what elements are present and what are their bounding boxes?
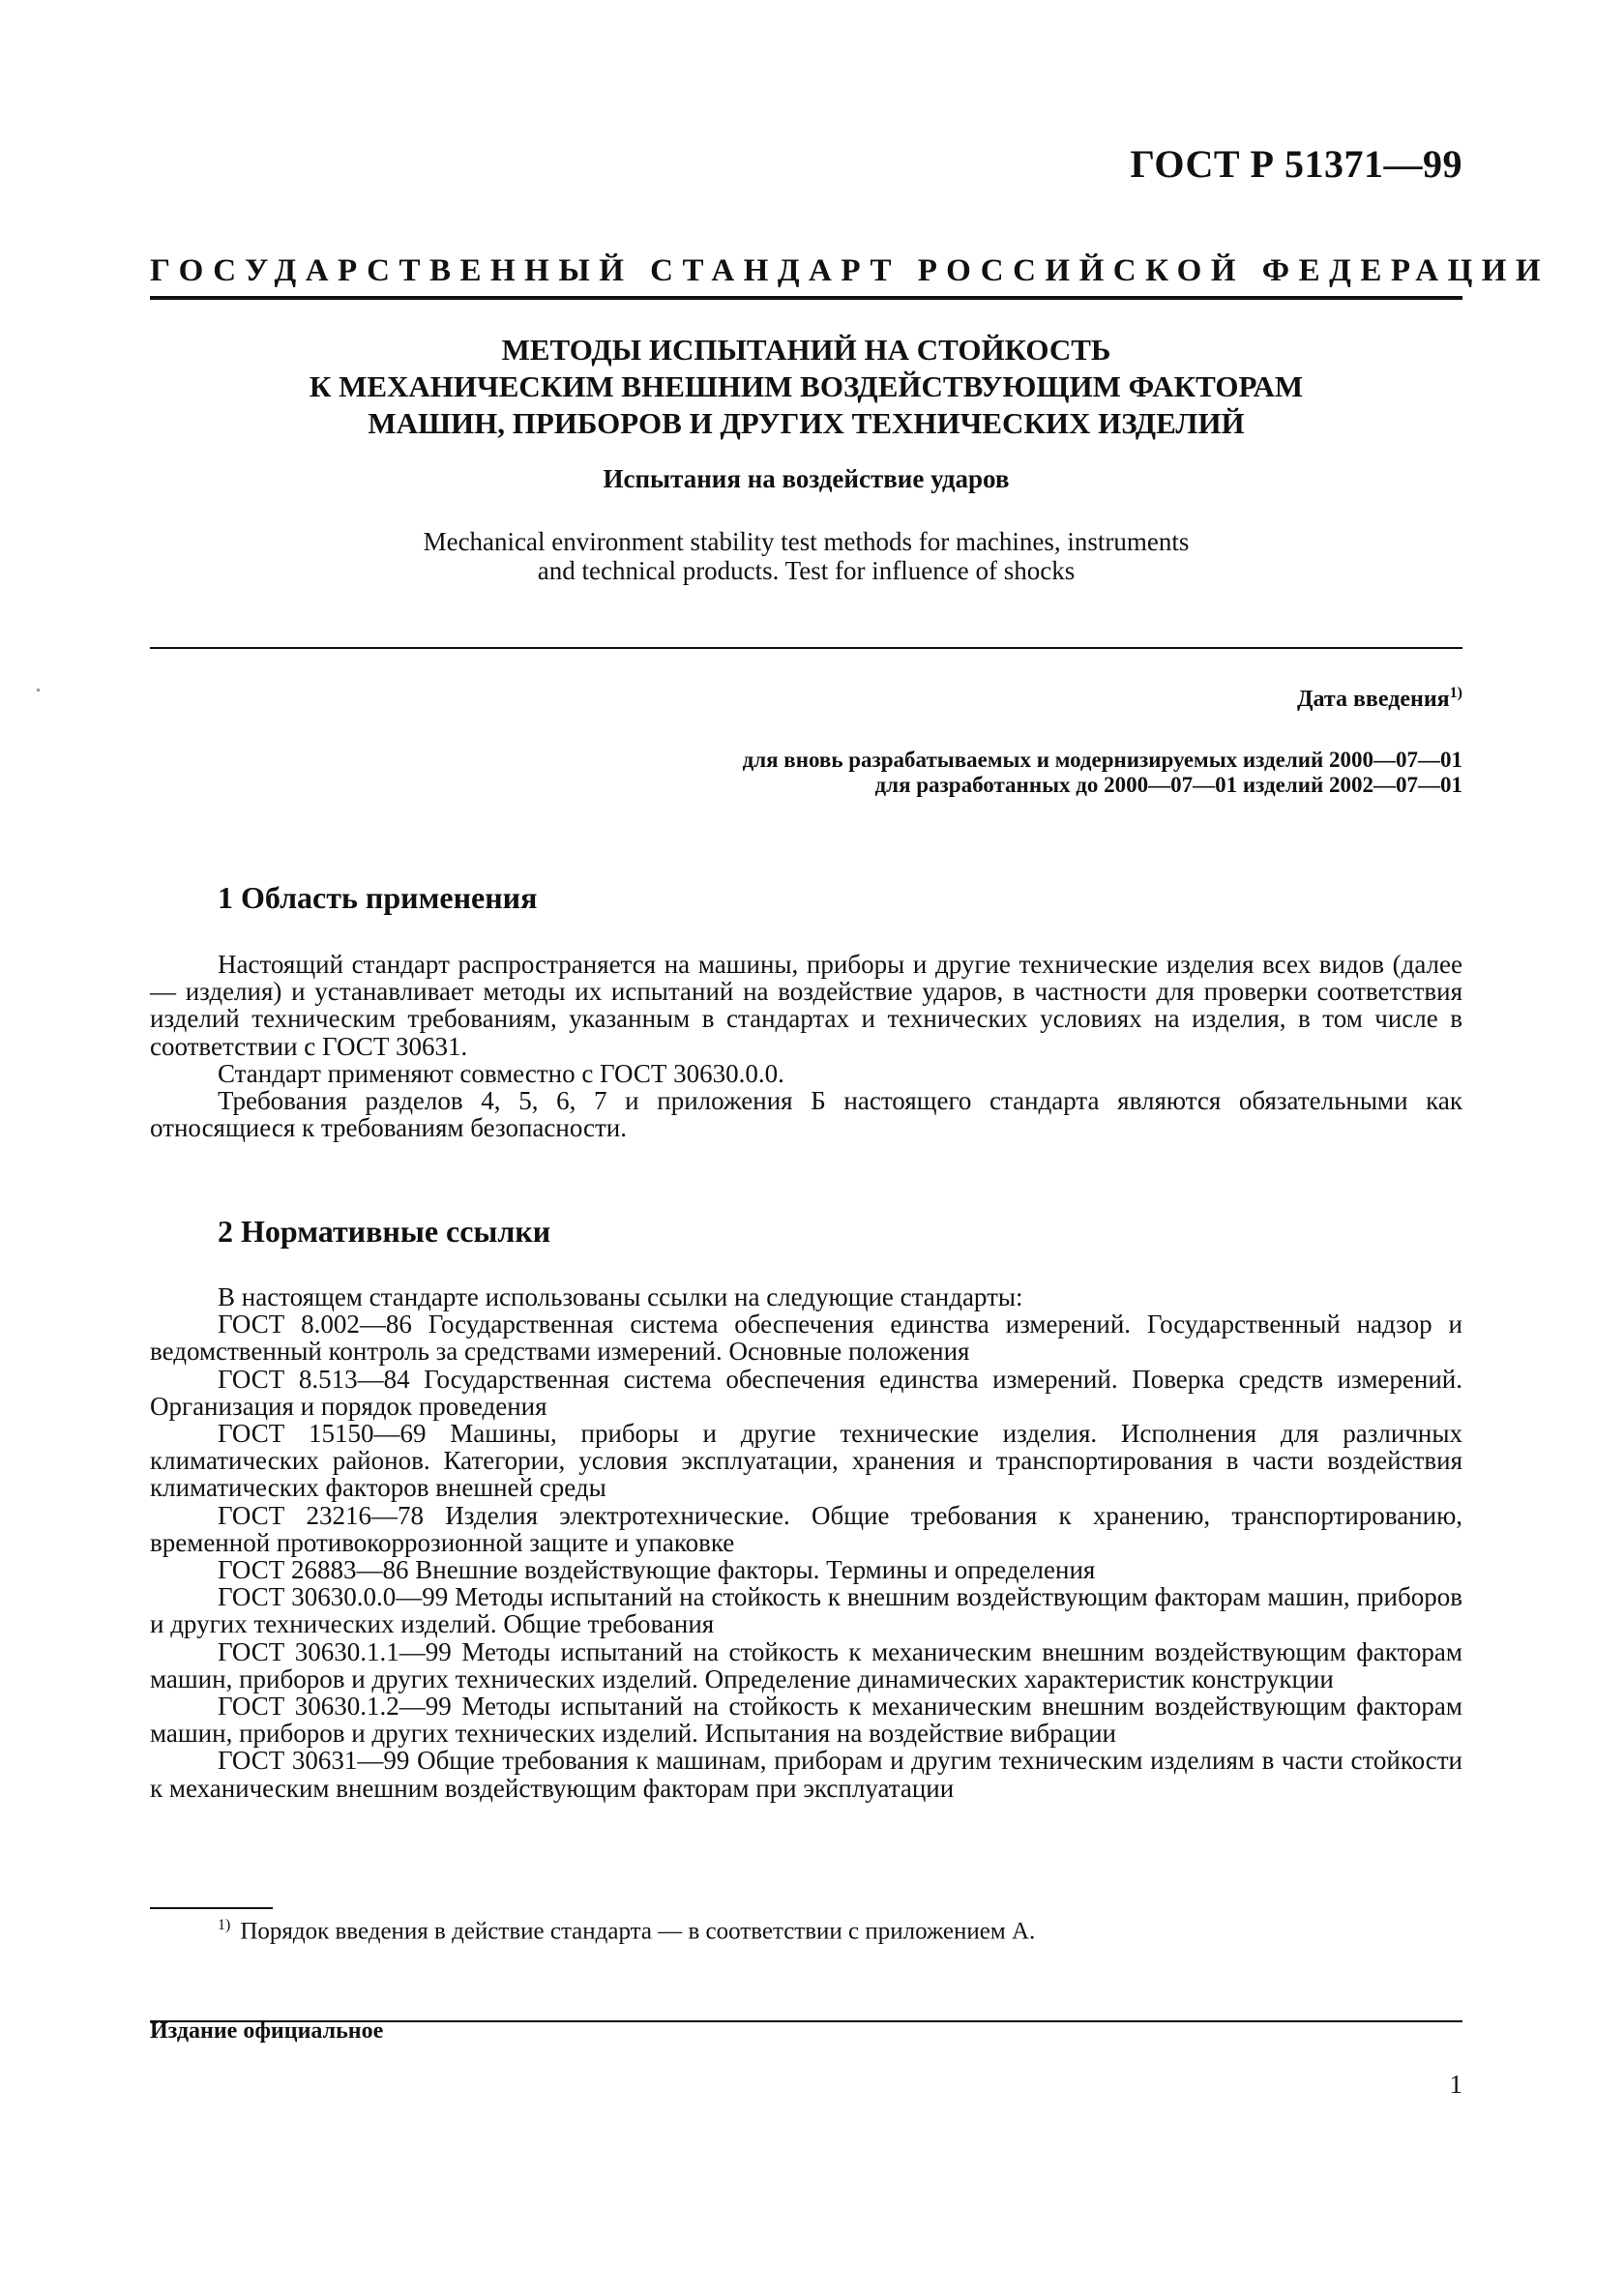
document-code: ГОСТ Р 51371—99 [1130, 142, 1462, 186]
footnote-mark: 1) [218, 1917, 231, 1933]
edition-label: Издание официальное [150, 2018, 384, 2044]
section-1-heading: 1 Область применения [218, 880, 538, 915]
title-line: К МЕХАНИЧЕСКИМ ВНЕШНИМ ВОЗДЕЙСТВУЮЩИМ ФАКТОРАМ [309, 369, 1304, 403]
page-number: 1 [1449, 2070, 1462, 2099]
scan-artifact [37, 689, 40, 692]
document-title [150, 332, 1462, 442]
footnote-text: Порядок введения в действие стандарта — в соответствии с приложением А. [240, 1918, 1036, 1945]
english-title [150, 527, 1462, 585]
document-subtitle: Испытания на воздействие ударов [603, 464, 1010, 493]
english-title-line: Mechanical environment stability test methods for machines, instruments [423, 527, 1190, 556]
standard-banner: ГОСУДАРСТВЕННЫЙ СТАНДАРТ РОССИЙСКОЙ ФЕДЕРАЦИИ [150, 253, 1550, 288]
reference-item: ГОСТ 30630.1.1—99 Методы испытаний на стойкость к механическим внешним воздействующим факторам машин, приборов и других технических изделий. Определение динамических характеристик конструкции [150, 1636, 1462, 1693]
title-rule [150, 647, 1462, 649]
section-1-body [150, 951, 1462, 1141]
title-line: МЕТОДЫ ИСПЫТАНИЙ НА СТОЙКОСТЬ [501, 333, 1111, 367]
english-title-line: and technical products. Test for influence of shocks [537, 556, 1076, 585]
introduction-date-label [1297, 685, 1462, 713]
footnote [218, 1917, 1035, 1945]
footnote-rule [150, 1907, 273, 1909]
footnote-mark: 1) [1449, 685, 1462, 701]
reference-item: ГОСТ 26883—86 Внешние воздействующие факторы. Термины и определения [218, 1555, 1096, 1585]
introduction-dates [743, 748, 1462, 798]
reference-item: ГОСТ 30630.1.2—99 Методы испытаний на стойкость к механическим внешним воздействующим факторам машин, приборов и других технических изделий. Испытания на воздействие вибрации [150, 1692, 1462, 1749]
reference-item: ГОСТ 8.513—84 Государственная система обеспечения единства измерений. Поверка средств измерений. Организация и порядок проведения [150, 1364, 1462, 1421]
paragraph: Стандарт применяют совместно с ГОСТ 30630.0.0. [218, 1058, 784, 1088]
reference-item: ГОСТ 30630.0.0—99 Методы испытаний на стойкость к внешним воздействующим факторам машин, приборов и других технических изделий. Общие требования [150, 1582, 1462, 1639]
paragraph: Настоящий стандарт распространяется на машины, приборы и другие технические изделия всех видов (далее — изделия) и устанавливает методы их испытаний на воздействие ударов, в частности для проверки соответствия изделий техническим требованиям, указанным в стандартах и технических условиях на изделия, в том числе в соответствии с ГОСТ 30631. [150, 950, 1462, 1061]
introduction-date-line: для вновь разрабатываемых и модернизируемых изделий 2000—07—01 [742, 748, 1462, 772]
reference-item: ГОСТ 30631—99 Общие требования к машинам, приборам и другим техническим изделиям в части стойкости к механическим внешним воздействующим факторам при эксплуатации [150, 1746, 1462, 1803]
reference-item: ГОСТ 23216—78 Изделия электротехнические. Общие требования к хранению, транспортированию, временной противокоррозионной защите и упаковке [150, 1500, 1462, 1557]
reference-item: ГОСТ 8.002—86 Государственная система обеспечения единства измерений. Государственный надзор и ведомственный контроль за средствами измерений. Основные положения [150, 1310, 1462, 1367]
introduction-date-text: Дата введения [1297, 687, 1450, 712]
reference-item: ГОСТ 15150—69 Машины, приборы и другие технические изделия. Исполнения для различных климатических районов. Категории, условия эксплуатации, хранения и транспортирования в части воздействия климатических факторов внешней среды [150, 1419, 1462, 1503]
introduction-date-line: для разработанных до 2000—07—01 изделий 2002—07—01 [874, 773, 1462, 797]
banner-rule [150, 296, 1462, 300]
section-2-body [150, 1283, 1462, 1802]
paragraph: Требования разделов 4, 5, 6, 7 и приложения Б настоящего стандарта являются обязательными как относящиеся к требованиям безопасности. [150, 1086, 1462, 1143]
title-line: МАШИН, ПРИБОРОВ И ДРУГИХ ТЕХНИЧЕСКИХ ИЗДЕЛИЙ [368, 406, 1245, 440]
paragraph: В настоящем стандарте использованы ссылки на следующие стандарты: [218, 1282, 1023, 1311]
section-2-heading: 2 Нормативные ссылки [218, 1214, 551, 1249]
